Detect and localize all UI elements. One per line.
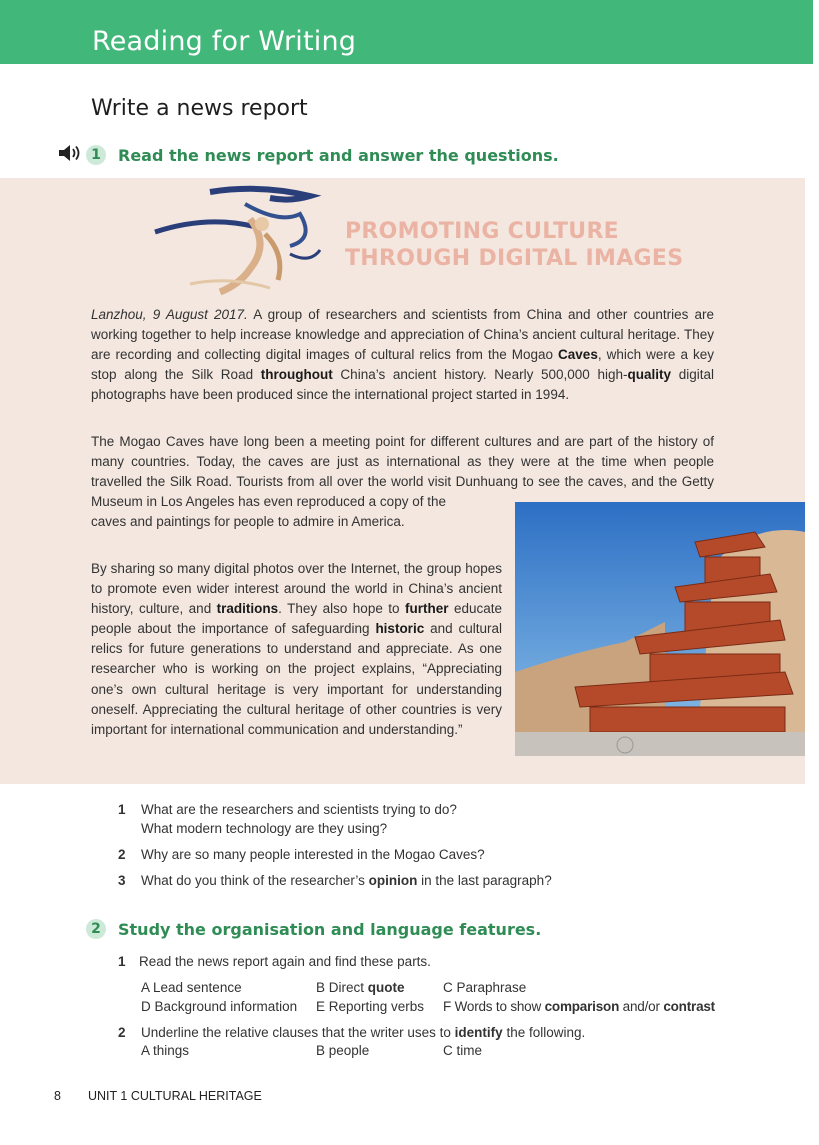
paragraph-text: and cultural relics for future generations to understand and appreciate. As one researcher who is working on the project explains, “Appreciating one’s own cultural heritage is very important for understanding oneself. Appreciating the cultural heritage of other countries is very important for international communication and understanding.” (91, 621, 502, 737)
question-3-number: 3 (118, 873, 126, 888)
keyword: historic (375, 621, 425, 637)
option-text: F Words to show (443, 999, 545, 1014)
task-2-item-1-text: Read the news report again and find these parts. (139, 954, 431, 969)
keyword: traditions (216, 601, 279, 617)
option-things: A things (141, 1043, 190, 1058)
task-1-title: Read the news report and answer the questions. (118, 146, 559, 165)
task-2-item-1-number: 1 (118, 954, 126, 969)
question-line: What do you think of the researcher’s (141, 873, 369, 888)
banner-title: Reading for Writing (92, 26, 357, 57)
option-people: B people (316, 1043, 370, 1058)
mogao-caves-photo (515, 502, 805, 756)
paragraph-text: caves and paintings for people to admire in America. (91, 514, 405, 530)
paragraph-text: . They also hope to (278, 601, 405, 617)
option-c-paraphrase: C Paraphrase (443, 980, 527, 995)
option-d-background: D Background information (141, 999, 298, 1014)
task-2-title: Study the organisation and language features. (118, 920, 542, 939)
speaker-icon[interactable] (58, 144, 82, 162)
option-e-reporting-verbs: E Reporting verbs (316, 999, 425, 1014)
article-paragraph-1 (91, 305, 714, 405)
keyword: identify (454, 1025, 503, 1040)
option-text: B Direct (316, 980, 368, 995)
option-time: C time (443, 1043, 483, 1058)
paragraph-text: digital photographs have been produced since the international project started in 1994. (91, 367, 714, 403)
keyword: quality (627, 367, 672, 383)
headline-line-1: PROMOTING CULTURE (345, 219, 620, 244)
question-line: What modern technology are they using? (141, 821, 388, 836)
paragraph-text: educate people about the importance of safeguarding (91, 601, 502, 637)
task-2-item-2-number: 2 (118, 1025, 126, 1040)
question-1-text (141, 800, 457, 838)
question-2-number: 2 (118, 847, 126, 862)
option-b-direct-quote (316, 980, 405, 995)
task-2-item-2-text (141, 1023, 585, 1042)
section-title: Write a news report (91, 96, 308, 121)
page-number: 8 (54, 1089, 61, 1103)
option-f-comparison (443, 999, 715, 1014)
apsara-illustration (150, 184, 328, 296)
question-line: What are the researchers and scientists trying to do? (141, 802, 457, 817)
article-paragraph-3 (91, 559, 502, 740)
option-text: the following. (502, 1025, 586, 1040)
option-a-lead-sentence: A Lead sentence (141, 980, 242, 995)
question-line: in the last paragraph? (417, 873, 552, 888)
unit-label: UNIT 1 CULTURAL HERITAGE (88, 1089, 262, 1103)
keyword: comparison (544, 999, 620, 1014)
dateline: Lanzhou, 9 August 2017. (91, 307, 248, 322)
paragraph-text: A group of researchers and scientists from China and other countries are working together to help increase knowledge and appreciation of China’s ancient cultural heritage. They are recording and collecting digital images of cultural relics from the Mogao (91, 307, 715, 363)
article-headline (345, 218, 683, 272)
question-2-text: Why are so many people interested in the Mogao Caves? (141, 847, 485, 862)
paragraph-text: China’s ancient history. Nearly 500,000 high- (332, 367, 628, 383)
task-1-number: 1 (86, 145, 106, 165)
option-text: and/or (619, 999, 664, 1014)
paragraph-text: , which were a key stop along the Silk Road (91, 347, 714, 383)
paragraph-text: By sharing so many digital photos over the Internet, the group hopes to promote even wider interest around the world in China’s ancient history, culture, and (91, 561, 502, 617)
keyword: quote (367, 980, 405, 995)
headline-line-2: THROUGH DIGITAL IMAGES (345, 246, 684, 271)
option-text: Underline the relative clauses that the writer uses to (141, 1025, 455, 1040)
keyword: throughout (260, 367, 333, 383)
question-3-text (141, 871, 552, 890)
keyword: opinion (368, 873, 418, 888)
paragraph-text: The Mogao Caves have long been a meeting point for different cultures and are part of the history of many countries. Today, the caves are just as international as they were at the time when people travelled the Silk Road. Tourists from all over the world visit Dunhuang to see the caves, and the Getty Museum in Los Angeles has even reproduced a copy of the (91, 434, 714, 510)
keyword: contrast (663, 999, 715, 1014)
keyword: further (405, 601, 449, 617)
question-1-number: 1 (118, 802, 126, 817)
task-2-number: 2 (86, 919, 106, 939)
keyword: Caves (558, 347, 598, 363)
